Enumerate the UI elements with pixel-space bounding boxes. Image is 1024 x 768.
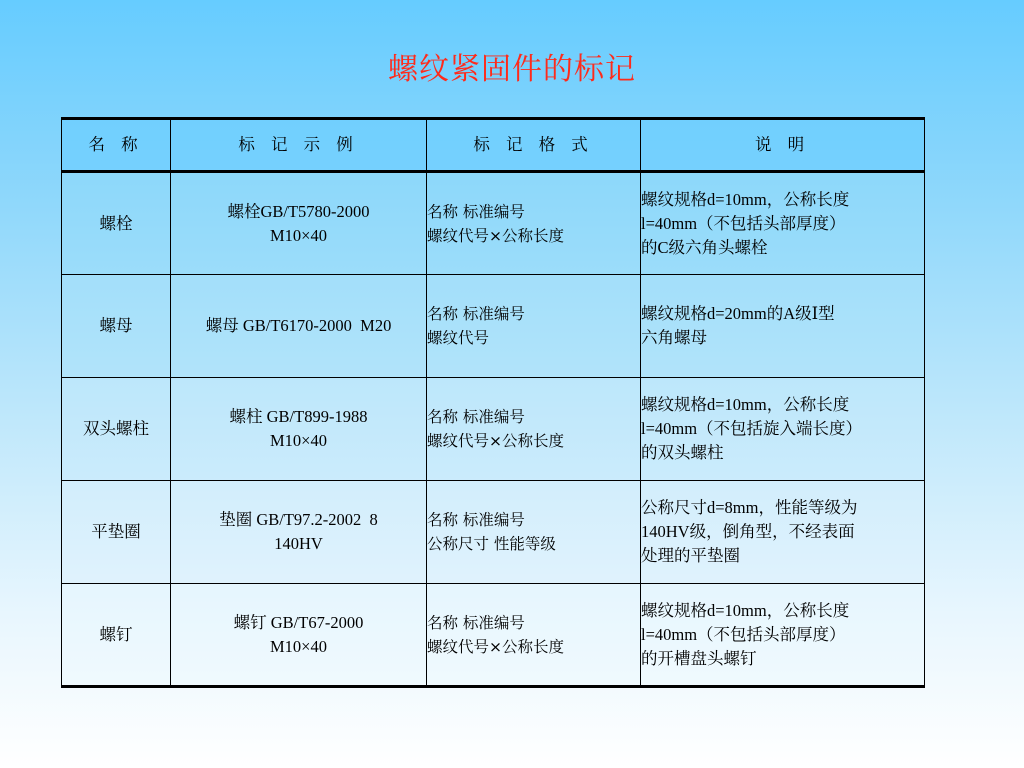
cell-format	[427, 378, 641, 481]
table-row	[62, 172, 925, 275]
example-line: M10×40	[270, 431, 327, 450]
page-title: 螺纹紧固件的标记	[388, 52, 636, 87]
description-line: l=40mm（不包括头部厚度）	[641, 213, 846, 233]
cell-name: 平垫圈	[62, 481, 171, 584]
cell-description	[641, 275, 925, 378]
description-line: 公称尺寸d=8mm，性能等级为	[641, 498, 858, 517]
cell-description	[641, 481, 925, 584]
table-row	[62, 378, 925, 481]
cell-format	[427, 275, 641, 378]
description-line: 处理的平垫圈	[641, 546, 740, 565]
cell-name: 螺母	[62, 275, 171, 378]
cell-example	[171, 584, 427, 687]
cell-name: 螺栓	[62, 172, 171, 275]
cell-description	[641, 172, 925, 275]
header-example: 标 记 示 例	[171, 119, 427, 172]
cell-example	[171, 172, 427, 275]
example-line: 螺栓GB/T5780-2000	[227, 201, 370, 221]
description-line: 螺纹规格d=20mm的A级Ⅰ型	[641, 304, 835, 323]
description-line: 螺纹规格d=10mm，公称长度	[641, 189, 850, 209]
description-line: 140HV级，倒角型，不经表面	[641, 522, 855, 541]
example-line: 螺柱 GB/T899-1988	[229, 407, 368, 426]
cell-name: 螺钉	[62, 584, 171, 687]
table-row	[62, 481, 925, 584]
format-line: 名称 标准编号	[427, 511, 525, 529]
example-line: 垫圈 GB/T97.2-2002 8	[219, 510, 378, 529]
description-line: 螺纹规格d=10mm，公称长度	[641, 600, 850, 620]
cell-example	[171, 275, 427, 378]
description-line: l=40mm（不包括头部厚度）	[641, 624, 846, 644]
example-line: 螺钉 GB/T67-2000	[233, 612, 364, 632]
format-line: 螺纹代号×公称长度	[427, 637, 564, 656]
example-line: 140HV	[274, 534, 323, 553]
cell-format	[427, 172, 641, 275]
table-row	[62, 275, 925, 378]
header-name: 名 称	[62, 119, 171, 172]
example-line: 螺母 GB/T6170-2000 M20	[205, 316, 392, 335]
description-line: 的C级六角头螺栓	[641, 237, 768, 257]
fastener-marking-table	[61, 117, 925, 688]
format-line: 名称 标准编号	[427, 613, 525, 632]
cell-example	[171, 481, 427, 584]
cell-format	[427, 584, 641, 687]
header-format: 标 记 格 式	[427, 119, 641, 172]
cell-name: 双头螺柱	[62, 378, 171, 481]
cell-example	[171, 378, 427, 481]
description-line: l=40mm（不包括旋入端长度）	[641, 419, 863, 438]
format-line: 螺纹代号×公称长度	[427, 226, 564, 245]
format-line: 螺纹代号×公称长度	[427, 432, 564, 450]
format-line: 名称 标准编号	[427, 305, 525, 323]
cell-description	[641, 584, 925, 687]
header-description: 说 明	[641, 119, 925, 172]
description-line: 的双头螺柱	[641, 443, 724, 462]
format-line: 名称 标准编号	[427, 202, 525, 221]
cell-format	[427, 481, 641, 584]
example-line: M10×40	[270, 636, 327, 656]
table-header-row	[62, 119, 925, 172]
description-line: 的开槽盘头螺钉	[641, 648, 757, 668]
description-line: 螺纹规格d=10mm，公称长度	[641, 395, 850, 414]
example-line: M10×40	[270, 225, 327, 245]
table-row	[62, 584, 925, 687]
cell-description	[641, 378, 925, 481]
description-line: 六角螺母	[641, 328, 707, 347]
format-line: 名称 标准编号	[427, 408, 525, 426]
format-line: 螺纹代号	[427, 329, 490, 347]
format-line: 公称尺寸 性能等级	[427, 535, 556, 553]
